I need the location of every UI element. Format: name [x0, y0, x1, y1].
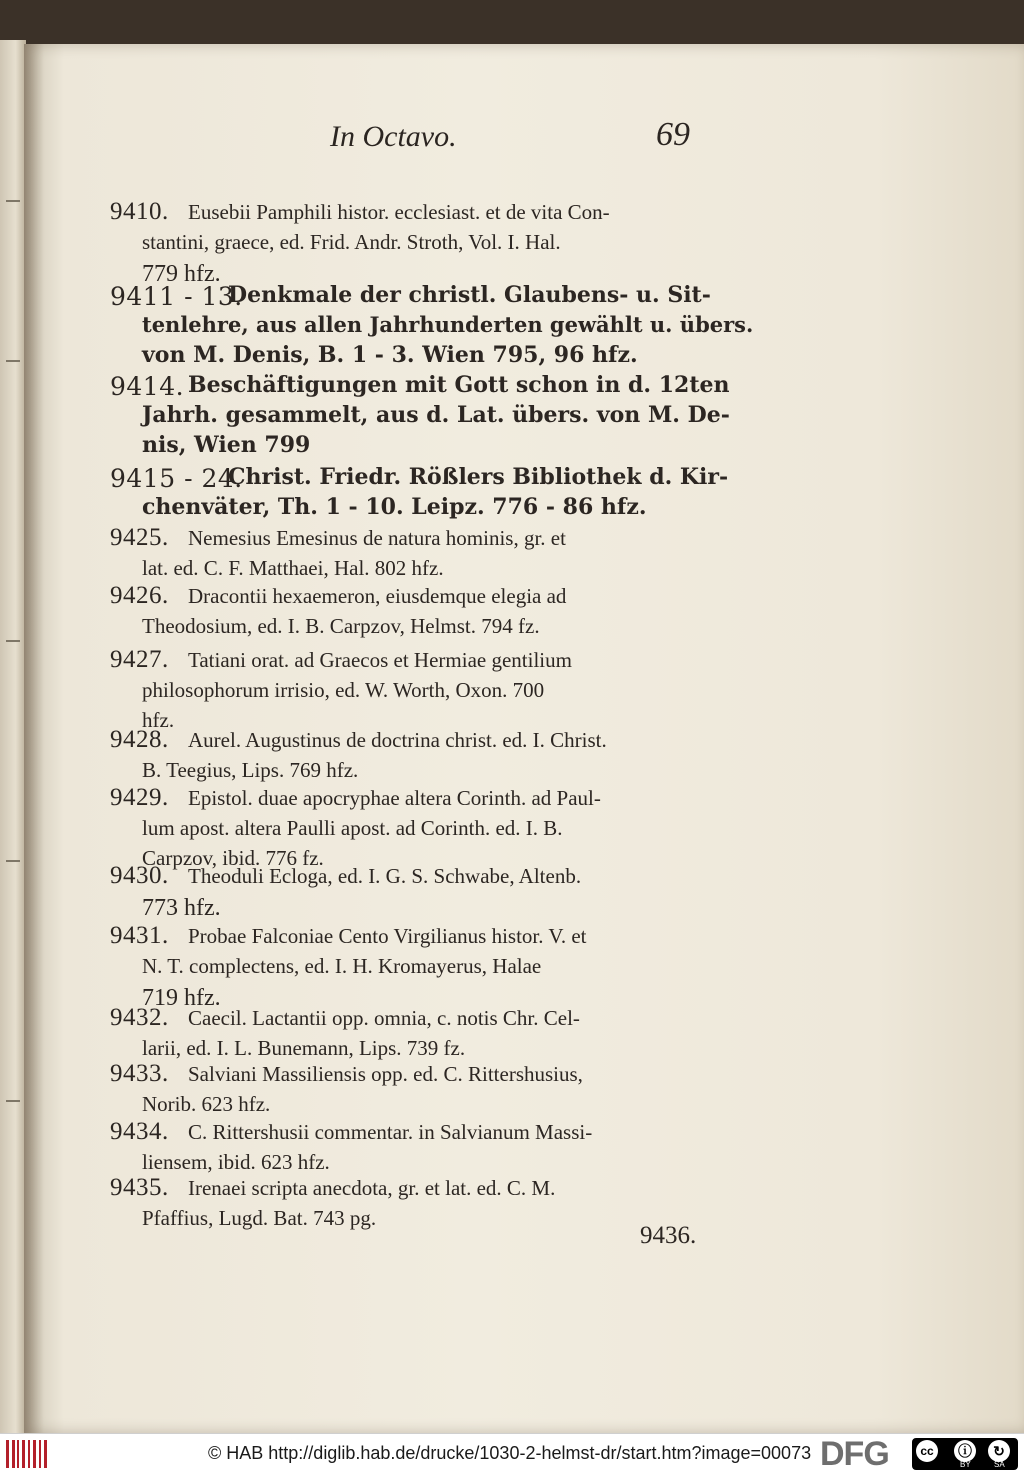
entry-line: larii, ed. I. L. Bunemann, Lips. 739 fz. — [142, 1036, 466, 1060]
entry-line: C. Rittershusii commentar. in Salvianum Massi- — [188, 1120, 593, 1144]
entry-line: nis, Wien 799 — [142, 432, 311, 458]
entry-line: Carpzov, ibid. 776 fz. — [142, 846, 324, 870]
entry-line: Tatiani orat. ad Graecos et Hermiae gentilium — [188, 648, 572, 672]
entry-number: 9431. — [110, 922, 169, 949]
entry-line: Irenaei scripta anecdota, gr. et lat. ed. C. M. — [188, 1176, 556, 1200]
share-alike-icon: ↻ — [988, 1440, 1010, 1462]
entry-number: 9435. — [110, 1174, 169, 1201]
page-gutter-shadow — [24, 44, 44, 1433]
entry-number: 9432. — [110, 1004, 169, 1031]
cc-license-badge[interactable] — [912, 1438, 1018, 1470]
entry-line: Salviani Massiliensis opp. ed. C. Rittershusius, — [188, 1062, 583, 1086]
entry-line: Theodosium, ed. I. B. Carpzov, Helmst. 794 fz. — [142, 614, 540, 638]
copyright-url[interactable]: © HAB http://diglib.hab.de/drucke/1030-2-helmst-dr/start.htm?image=00073 — [208, 1443, 812, 1463]
entry-number: 9430. — [110, 862, 169, 889]
entry-number: 9427. — [110, 646, 169, 673]
viewer-footer — [0, 1433, 1024, 1474]
entry-line: Norib. 623 hfz. — [142, 1092, 271, 1116]
entry-number: 9429. — [110, 784, 169, 811]
entry-line: B. Teegius, Lips. 769 hfz. — [142, 758, 359, 782]
entry-line: hfz. — [142, 708, 175, 732]
entry-number: 9428. — [110, 726, 169, 753]
entry-line: 779 hfz. — [142, 261, 221, 287]
entry-line: Denkmale der christl. Glaubens- u. Sit- — [228, 282, 711, 308]
attribution-icon: ⓘ — [954, 1440, 976, 1462]
entry-line: Theoduli Ecloga, ed. I. G. S. Schwabe, Altenb. — [188, 864, 582, 888]
entry-line: philosophorum irrisio, ed. W. Worth, Oxon. 700 — [142, 678, 545, 702]
entry-number: 9414. — [110, 372, 185, 401]
entry-number: 9434. — [110, 1118, 169, 1145]
entry-number: 9415 - 24. — [110, 464, 243, 493]
cc-icon: cc — [916, 1440, 938, 1462]
entry-line: lat. ed. C. F. Matthaei, Hal. 802 hfz. — [142, 556, 444, 580]
entry-number: 9411 - 13. — [110, 282, 243, 311]
entry-line: Dracontii hexaemeron, eiusdemque elegia ad — [188, 584, 567, 608]
library-barcode-icon — [6, 1440, 50, 1468]
entry-line: liensem, ibid. 623 hfz. — [142, 1150, 330, 1174]
entry-line: stantini, graece, ed. Frid. Andr. Stroth, Vol. I. Hal. — [142, 230, 561, 254]
entry-line: Aurel. Augustinus de doctrina christ. ed. I. Christ. — [188, 728, 607, 752]
entry-line: chenväter, Th. 1 - 10. Leipz. 776 - 86 hfz. — [142, 494, 647, 520]
entry-line: N. T. complectens, ed. I. H. Kromayerus, Halae — [142, 954, 542, 978]
entry-line: Eusebii Pamphili histor. ecclesiast. et de vita Con- — [188, 200, 610, 224]
previous-page-edge — [0, 40, 26, 1433]
entry-line: Christ. Friedr. Rößlers Bibliothek d. Kir- — [228, 464, 729, 490]
license-by-label: BY — [960, 1460, 971, 1469]
entry-line: Pfaffius, Lugd. Bat. 743 pg. — [142, 1206, 377, 1230]
entry-line: von M. Denis, B. 1 - 3. Wien 795, 96 hfz. — [142, 342, 638, 368]
running-title: In Octavo. — [330, 120, 457, 153]
running-head — [330, 116, 690, 160]
page-number: 69 — [656, 116, 690, 153]
catchword: 9436. — [640, 1222, 697, 1249]
entry-line: lum apost. altera Paulli apost. ad Corinth. ed. I. B. — [142, 816, 563, 840]
entry-line: Probae Falconiae Cento Virgilianus histor. V. et — [188, 924, 587, 948]
entry-number: 9426. — [110, 582, 169, 609]
entry-line: Jahrh. gesammelt, aus d. Lat. übers. von M. De- — [142, 402, 730, 428]
entry-number: 9433. — [110, 1060, 169, 1087]
entry-line: Beschäftigungen mit Gott schon in d. 12ten — [188, 372, 730, 398]
dfg-logo[interactable]: DFG — [820, 1435, 889, 1473]
entry-number: 9410. — [110, 198, 169, 225]
entry-line: tenlehre, aus allen Jahrhunderten gewählt u. übers. — [142, 312, 754, 337]
entry-line: Caecil. Lactantii opp. omnia, c. notis Chr. Cel- — [188, 1006, 580, 1030]
entry-line: Epistol. duae apocryphae altera Corinth. ad Paul- — [188, 786, 601, 810]
entry-line: 719 hfz. — [142, 985, 221, 1011]
entry-line: 773 hfz. — [142, 895, 221, 921]
license-sa-label: SA — [994, 1460, 1005, 1469]
entry-number: 9425. — [110, 524, 169, 551]
entry-line: Nemesius Emesinus de natura hominis, gr. et — [188, 526, 566, 550]
